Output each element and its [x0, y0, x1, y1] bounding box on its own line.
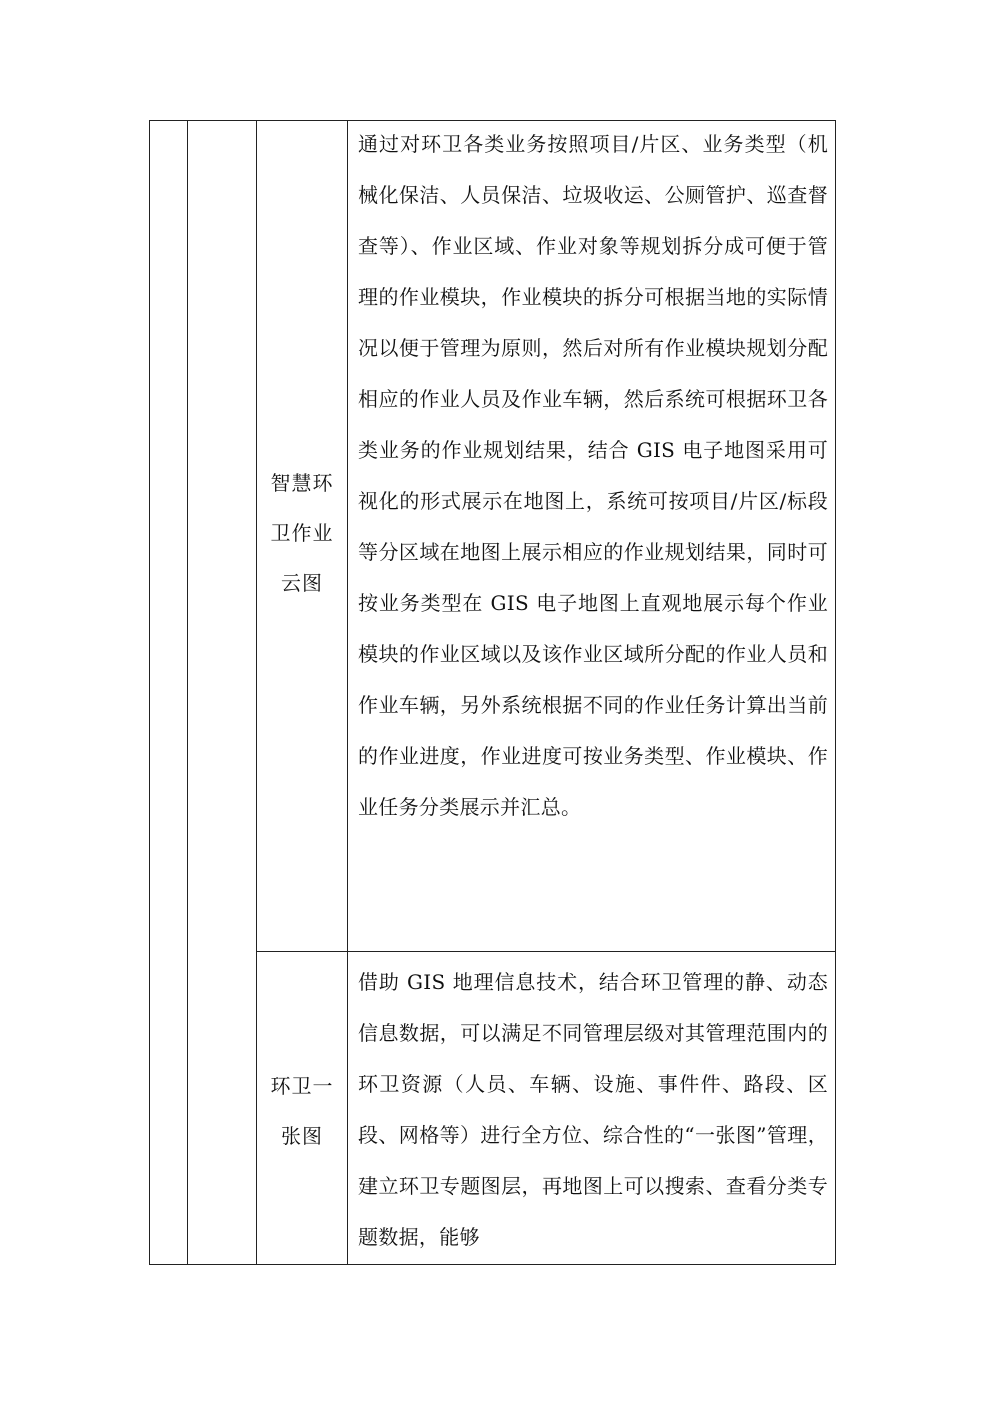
row-2-description: 借助 GIS 地理信息技术，结合环卫管理的静、动态信息数据，可以满足不同管理层级对其管理范围内的环卫资源（人员、车辆、设施、事件件、路段、区段、网格等）进行全方位、综合性的“一张图”管理，建立环卫专题图层，再地图上可以搜索、查看分类专题数据，能够 [358, 970, 828, 1249]
row-2-label: 环卫一张图 [270, 1074, 334, 1148]
row-1-label: 智慧环卫作业云图 [270, 471, 334, 595]
column-divider-1 [187, 121, 188, 1264]
column-divider-3 [347, 121, 348, 1264]
row-1-description: 通过对环卫各类业务按照项目/片区、业务类型（机械化保洁、人员保洁、垃圾收运、公厕管护、巡查督查等）、作业区域、作业对象等规划拆分成可便于管理的作业模块，作业模块的拆分可根据当地的实际情况以便于管理为原则，然后对所有作业模块规划分配相应的作业人员及作业车辆，然后系统可根据环卫各类业务的作业规划结果，结合 GIS 电子地图采用可视化的形式展示在地图上，系统可按项目/片区/标段等分区域在地图上展示相应的作业规划结果，同时可按业务类型在 GIS 电子地图上直观地展示每个作业模块的作业区域以及该作业区域所分配的作业人员和作业车辆，另外系统根据不同的作业任务计算出当前的作业进度，作业进度可按业务类型、作业模块、作业任务分类展示并汇总。 [358, 132, 828, 819]
row-divider [256, 951, 835, 952]
column-divider-2 [256, 121, 257, 1264]
content-table [149, 120, 836, 1265]
